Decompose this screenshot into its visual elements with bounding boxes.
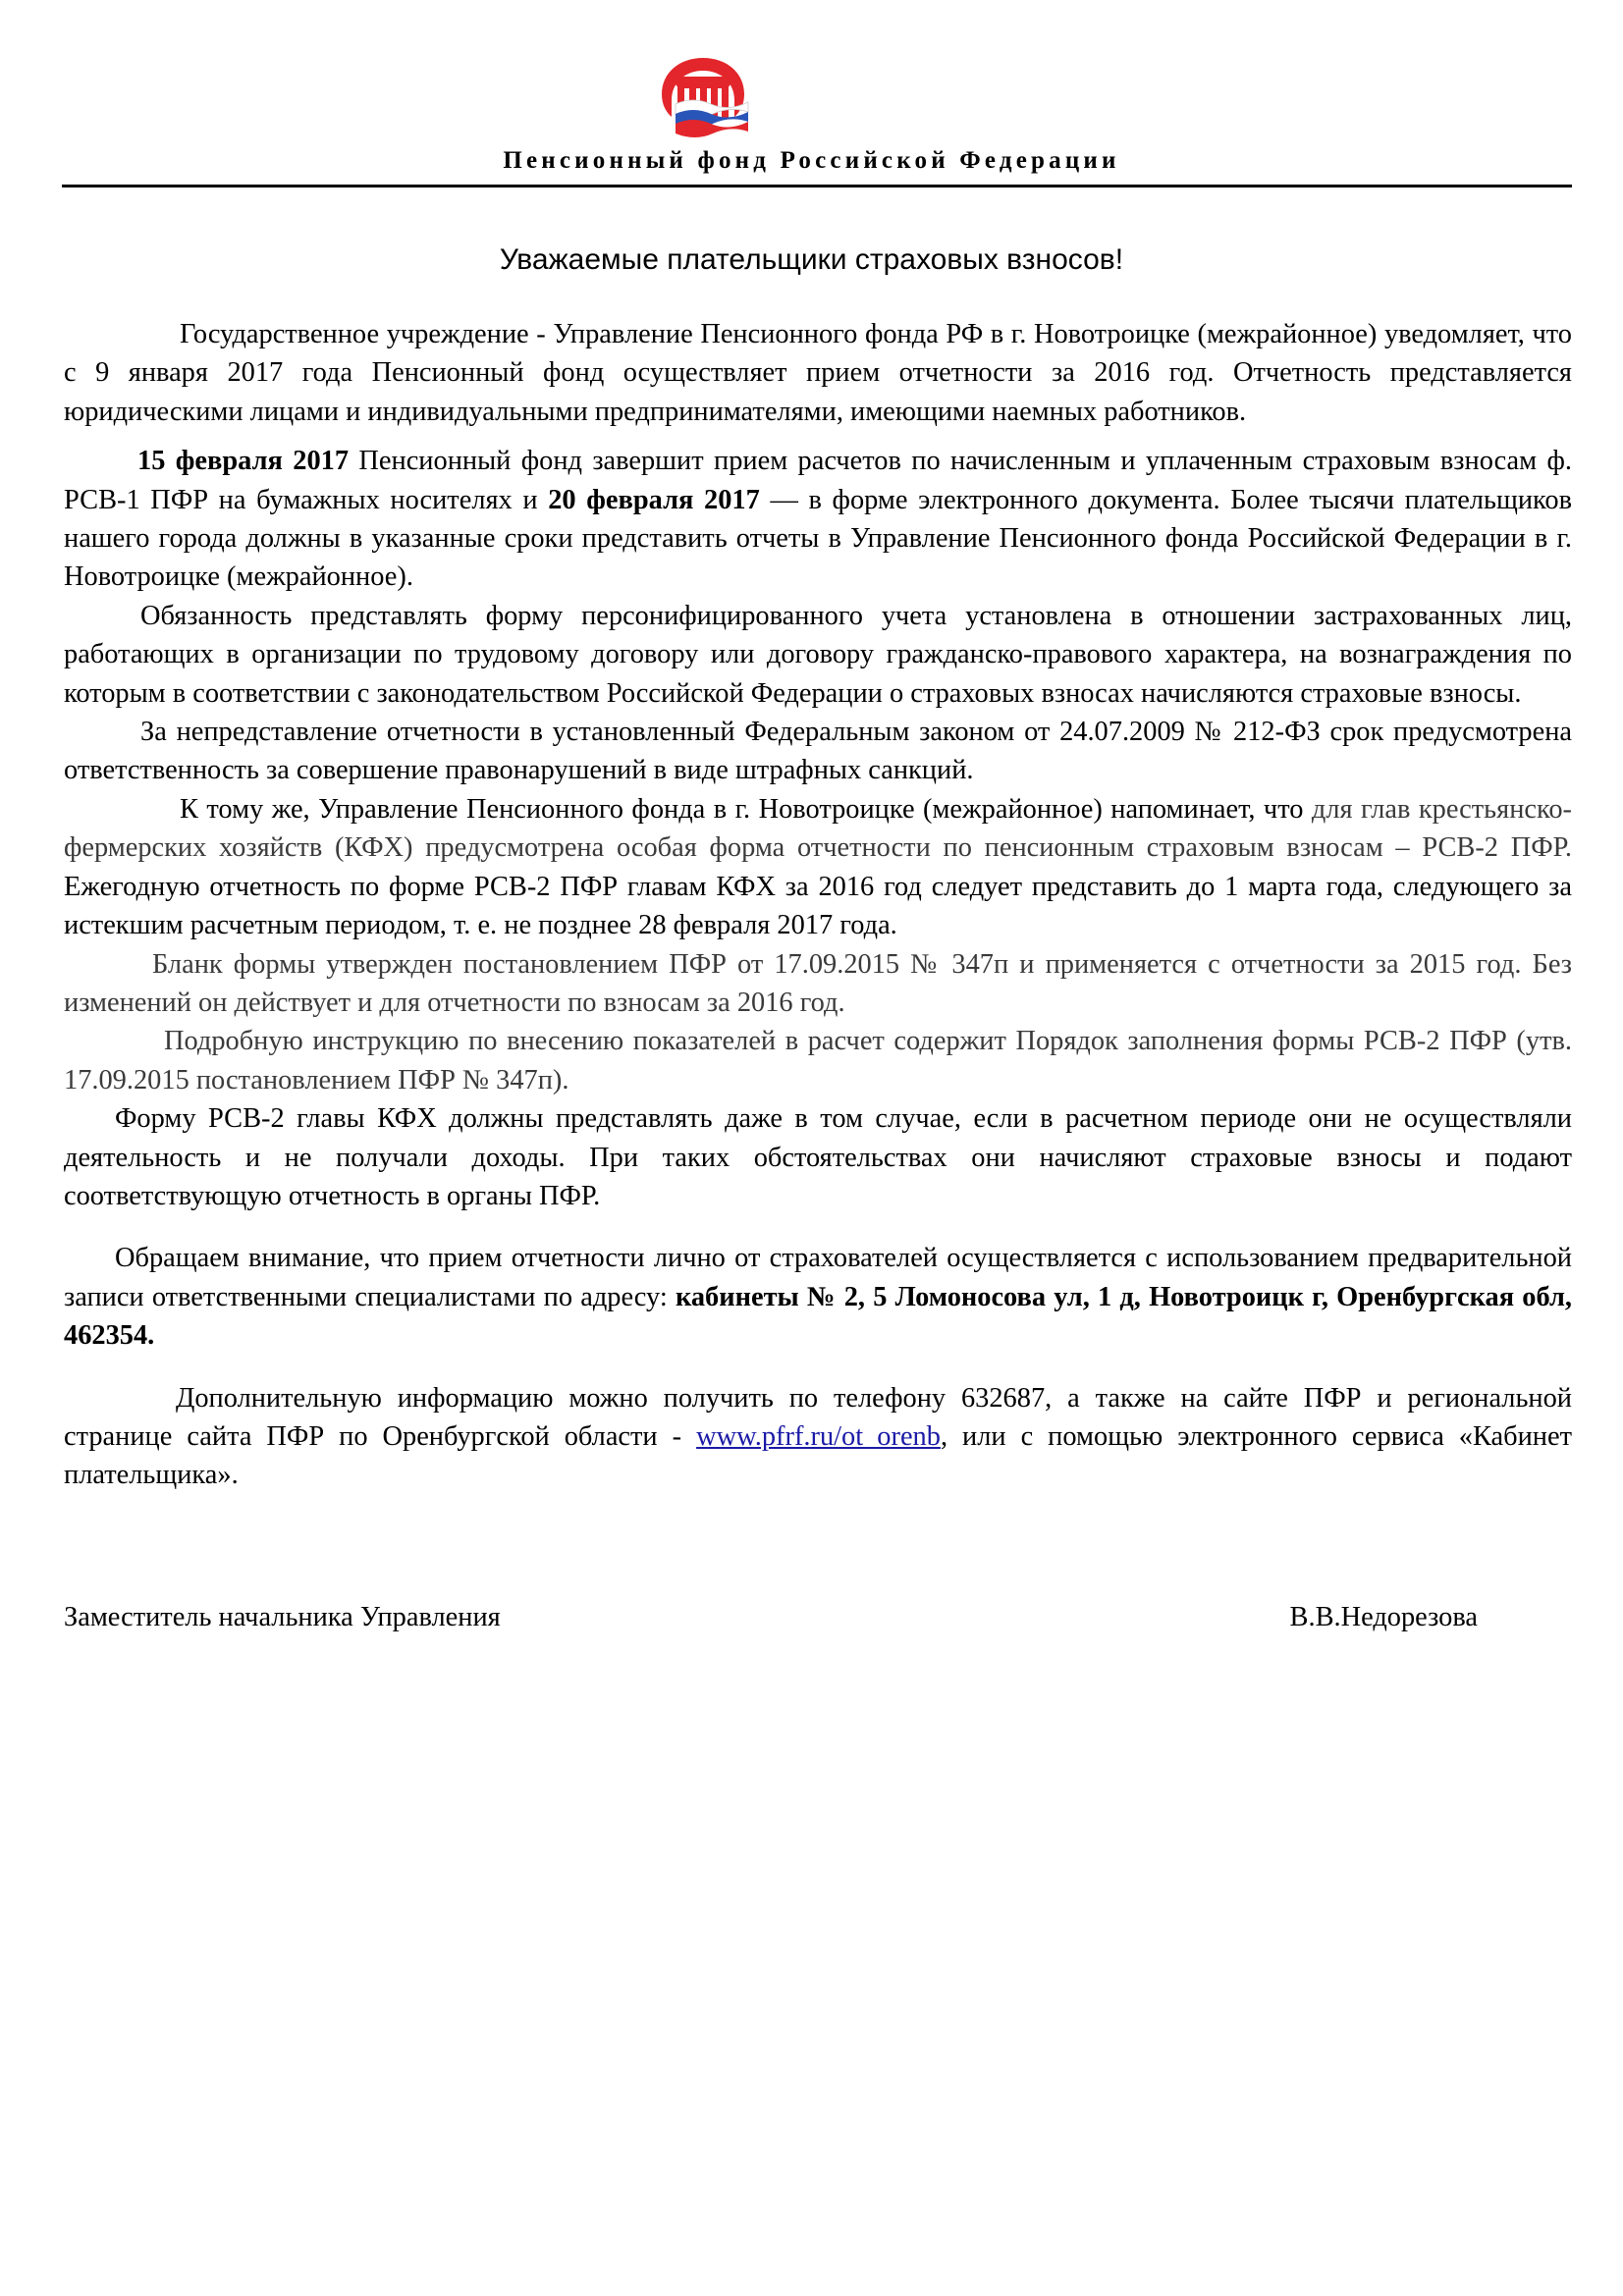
- regional-site-link[interactable]: www.pfrf.ru/ot_orenb: [696, 1420, 941, 1452]
- signature-block: [64, 1602, 1478, 1645]
- paragraph-appointment: Обращаем внимание, что прием отчетности лично от страхователей осуществляется с использованием предварительной записи ответственными специалистами по адресу: кабинеты № 2, 5 Ломоносова ул, 1 д, Новотроицк г, Оренбургская обл, 462354.: [64, 1243, 1572, 1352]
- office-address: кабинеты № 2, 5 Ломоносова ул, 1 д, Новотроицк г, Оренбургская обл, 462354.: [64, 1281, 1572, 1352]
- paragraph-liability: За непредставление отчетности в установленный Федеральным законом от 24.07.2009 № 212-ФЗ срок предусмотрена ответственность за совершение правонарушений в виде штрафных санкций.: [64, 717, 1572, 786]
- paragraph-deadlines: 15 февраля 2017 Пенсионный фонд завершит прием расчетов по начисленным и уплаченным страховым взносам ф. РСВ-1 ПФР на бумажных носителях и 20 февраля 2017 — в форме электронного документа. Более тысячи плательщиков нашего города должны в указанные сроки представить отчеты в Управление Пенсионного фонда Российской Федерации в г. Новотроицке (межрайонное).: [64, 446, 1572, 593]
- paragraph-zero-reporting: Форму РСВ-2 главы КФХ должны представлять даже в том случае, если в расчетном периоде они не осуществляли деятельность и не получали доходы. При таких обстоятельствах они начисляют страховые взносы и подают соответствующую отчетность в органы ПФР.: [64, 1103, 1572, 1211]
- paragraph-obligation: Обязанность представлять форму персонифицированного учета установлена в отношении застрахованных лиц, работающих в организации по трудовому договору или договору гражданско-правового характера, на вознаграждения по которым в соответствии с законодательством Российской Федерации о страховых взносах начисляются страховые взносы.: [64, 600, 1572, 709]
- paragraph-contacts: Дополнительную информацию можно получить по телефону 632687, а также на сайте ПФР и региональной странице сайта ПФР по Оренбургской области - www.pfrf.ru/ot_orenb, или с помощью электронного сервиса «Кабинет плательщика».: [64, 1382, 1572, 1491]
- header-divider: [62, 185, 1572, 187]
- paragraph-instructions: Подробную инструкцию по внесению показателей в расчет содержит Порядок заполнения формы РСВ-2 ПФР (утв. 17.09.2015 постановлением ПФР № 347п).: [64, 1026, 1572, 1095]
- signatory-name: В.В.Недорезова: [1289, 1602, 1478, 1632]
- deadline-electronic: 20 февраля 2017: [548, 484, 760, 515]
- paragraph-kfh: К тому же, Управление Пенсионного фонда в г. Новотроицке (межрайонное) напоминает, что для глав крестьянско-фермерских хозяйств (КФХ) предусмотрена особая форма отчетности по пенсионным страховым взносам – РСВ-2 ПФР. Ежегодную отчетность по форме РСВ-2 ПФР главам КФХ за 2016 год следует представить до 1 марта года, следующего за истекшим расчетным периодом, т. е. не позднее 28 февраля 2017 года.: [64, 793, 1572, 941]
- letter-body: [64, 315, 1572, 1495]
- paragraph-intro: Государственное учреждение - Управление Пенсионного фонда РФ в г. Новотроицке (межрайонное) уведомляет, что с 9 января 2017 года Пенсионный фонд осуществляет прием отчетности за 2016 год. Отчетность представляется юридическими лицами и индивидуальными предпринимателями, имеющими наемных работников.: [64, 319, 1572, 427]
- deadline-paper: 15 февраля 2017: [137, 446, 350, 477]
- letter-title: Уважаемые плательщики страховых взносов!: [499, 243, 1124, 276]
- organization-name: Пенсионный фонд Российской Федерации: [503, 147, 1120, 174]
- signatory-position: Заместитель начальника Управления: [64, 1602, 501, 1632]
- pfr-logo-icon: [654, 55, 752, 139]
- paragraph-form-approval: Бланк формы утвержден постановлением ПФР от 17.09.2015 № 347п и применяется с отчетности за 2015 год. Без изменений он действует и для отчетности по взносам за 2016 год.: [64, 948, 1572, 1018]
